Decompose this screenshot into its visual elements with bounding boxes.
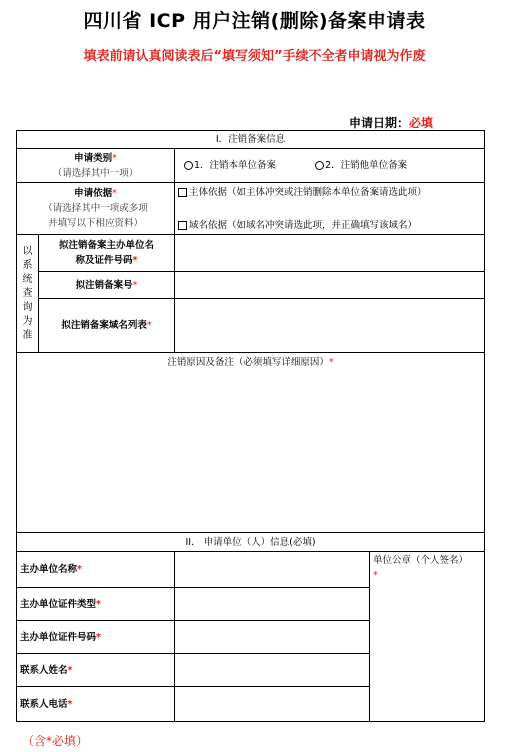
seal-label: 单位公章（个人签名） — [373, 555, 469, 566]
required-mark: * — [132, 255, 138, 266]
domain-list-label-cell — [39, 299, 175, 353]
basis-label-cell — [17, 183, 175, 235]
org-full-name-label-cell: 主办单位名称* — [17, 552, 175, 588]
basis-label: 申请依据 — [74, 188, 113, 199]
radio-icon — [184, 161, 193, 170]
cert-type-input[interactable] — [175, 588, 370, 621]
required-mark: * — [146, 320, 152, 331]
cert-number-input[interactable] — [175, 621, 370, 654]
apply-type-option-own[interactable]: 1．注销本单位备案 — [184, 160, 276, 171]
application-form-table — [16, 130, 485, 722]
required-mark: * — [132, 279, 138, 291]
contact-phone-label-cell: 联系人电话* — [17, 687, 175, 722]
apply-type-label: 申请类别 — [74, 152, 113, 164]
record-no-label: 拟注销备案号 — [75, 279, 133, 291]
system-query-note: 以 系 统 查 询 为 准 — [17, 235, 39, 353]
record-no-label-cell — [39, 272, 175, 299]
required-mark: * — [112, 152, 117, 164]
cert-type-label-cell: 主办单位证件类型* — [17, 588, 175, 621]
date-label: 申请日期： — [348, 116, 409, 130]
date-value[interactable]: 必填 — [408, 116, 433, 130]
org-name-input[interactable] — [175, 235, 485, 272]
reason-cell[interactable] — [17, 353, 485, 533]
basis-options — [175, 183, 485, 235]
contact-name-input[interactable] — [175, 654, 370, 687]
required-mark: * — [328, 357, 334, 368]
apply-type-option-other[interactable]: 2．注销他单位备案 — [315, 160, 407, 171]
org-full-name-input[interactable] — [175, 552, 370, 588]
domain-list-input[interactable] — [175, 299, 485, 353]
radio-icon — [315, 161, 324, 170]
section2-title: II． 申请单位（人）信息(必填) — [17, 533, 485, 552]
contact-phone-input[interactable] — [175, 687, 370, 722]
apply-type-label-cell — [17, 149, 175, 183]
checkbox-icon — [178, 188, 187, 197]
contact-name-label-cell: 联系人姓名* — [17, 654, 175, 687]
required-mark: * — [373, 570, 378, 581]
basis-hint-2: 并填写以下相应资料） — [47, 218, 143, 229]
domain-list-label: 拟注销备案域名列表 — [61, 320, 147, 331]
required-mark: * — [112, 188, 117, 199]
basis-option-subject[interactable]: 主体依据（如主体冲突或注销删除本单位备案请选此项） — [178, 185, 481, 200]
basis-option-domain[interactable]: 域名依据（如域名冲突请选此项，并正确填写该域名） — [178, 218, 481, 233]
form-title: 四川省 ICP 用户注销(删除)备案申请表 — [83, 10, 426, 32]
fill-notice: 填表前请认真阅读表后“填写须知”手续不全者申请视为作废 — [83, 49, 426, 64]
section1-title: Ⅰ．注销备案信息 — [17, 131, 485, 149]
apply-type-hint: （请选择其中一项） — [52, 167, 139, 179]
checkbox-icon — [178, 221, 187, 230]
seal-cell[interactable] — [370, 552, 485, 722]
reason-label: 注销原因及备注（必须填写详细原因） — [167, 357, 329, 368]
application-date — [349, 114, 433, 131]
org-name-label-1: 拟注销备案主办单位名 — [58, 240, 154, 251]
required-legend: （含*必填） — [22, 734, 89, 748]
org-name-label-cell — [39, 235, 175, 272]
record-no-input[interactable] — [175, 272, 485, 299]
apply-type-options — [175, 149, 485, 183]
org-name-label-2: 称及证件号码 — [75, 255, 133, 266]
cert-number-label-cell: 主办单位证件号码* — [17, 621, 175, 654]
basis-hint-1: （请选择其中一项或多项 — [43, 203, 148, 214]
